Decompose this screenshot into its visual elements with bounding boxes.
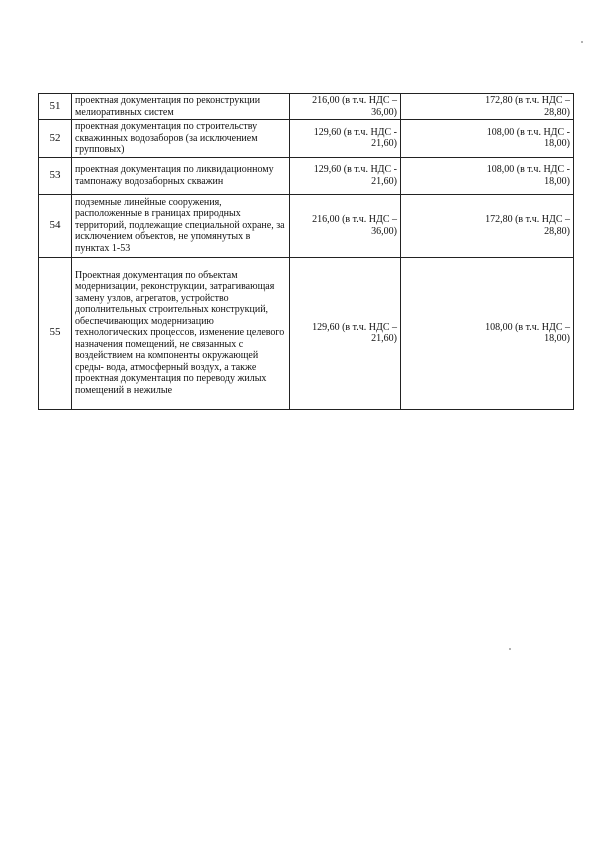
scan-speck	[581, 41, 583, 43]
table-row	[39, 257, 574, 409]
price-line: 129,60 (в т.ч. НДС -	[313, 126, 397, 138]
price-cell	[401, 257, 574, 409]
price-line: 172,80 (в т.ч. НДС –	[485, 214, 570, 225]
fee-table-body	[39, 94, 574, 410]
price-line: 18,00)	[544, 333, 570, 344]
price-line: 18,00)	[544, 175, 570, 187]
row-description: проектная документация по строительству скважинных водозаборов (за исключением групповых)	[72, 120, 290, 158]
price-cell	[401, 120, 574, 158]
price-line: 216,00 (в т.ч. НДС –	[312, 95, 397, 106]
price-line: 129,60 (в т.ч. НДС -	[313, 164, 397, 175]
price-line: 28,80)	[544, 225, 570, 237]
row-number: 52	[39, 120, 72, 158]
row-description: Проектная документация по объектам модернизации, реконструкции, затрагивающая замену узлов, агрегатов, устройство дополнительных строительных конструкций, обеспечивающих модернизацию технологических процессов, изменение целевого назначения помещений, не связанных с воздействием на компоненты окружающей среды- вода, атмосферный воздух, а также проектная документация по переводу жилых помещений в нежилые	[72, 257, 290, 409]
price-cell	[401, 194, 574, 257]
price-line: 108,00 (в т.ч. НДС -	[486, 126, 570, 138]
price-line: 108,00 (в т.ч. НДС -	[486, 164, 570, 175]
price-line: 28,80)	[544, 106, 570, 118]
price-cell	[290, 257, 401, 409]
price-line: 21,60)	[371, 138, 397, 150]
price-line: 129,60 (в т.ч. НДС –	[312, 321, 397, 333]
price-line: 36,00)	[371, 225, 397, 237]
row-number: 55	[39, 257, 72, 409]
price-line: 21,60)	[371, 333, 397, 344]
price-line: 21,60)	[371, 175, 397, 187]
scan-speck	[509, 648, 511, 650]
price-cell	[290, 194, 401, 257]
price-cell	[401, 94, 574, 120]
price-line: 172,80 (в т.ч. НДС –	[485, 95, 570, 106]
price-line: 36,00)	[371, 106, 397, 118]
price-cell	[401, 157, 574, 194]
price-line: 18,00)	[544, 138, 570, 150]
fee-table	[38, 93, 574, 410]
row-number: 53	[39, 157, 72, 194]
row-description: проектная документация по реконструкции мелиоративных систем	[72, 94, 290, 120]
table-row	[39, 94, 574, 120]
price-line: 108,00 (в т.ч. НДС –	[485, 321, 570, 333]
row-description: проектная документация по ликвидационному тампонажу водозаборных скважин	[72, 157, 290, 194]
row-number: 51	[39, 94, 72, 120]
price-cell	[290, 120, 401, 158]
table-row	[39, 120, 574, 158]
table-row	[39, 157, 574, 194]
table-row	[39, 194, 574, 257]
price-line: 216,00 (в т.ч. НДС –	[312, 214, 397, 225]
row-description: подземные линейные сооружения, расположенные в границах природных территорий, подлежащие специальной охране, за исключением объектов, не упомянутых в пунктах 1-53	[72, 194, 290, 257]
row-number: 54	[39, 194, 72, 257]
price-cell	[290, 94, 401, 120]
price-cell	[290, 157, 401, 194]
